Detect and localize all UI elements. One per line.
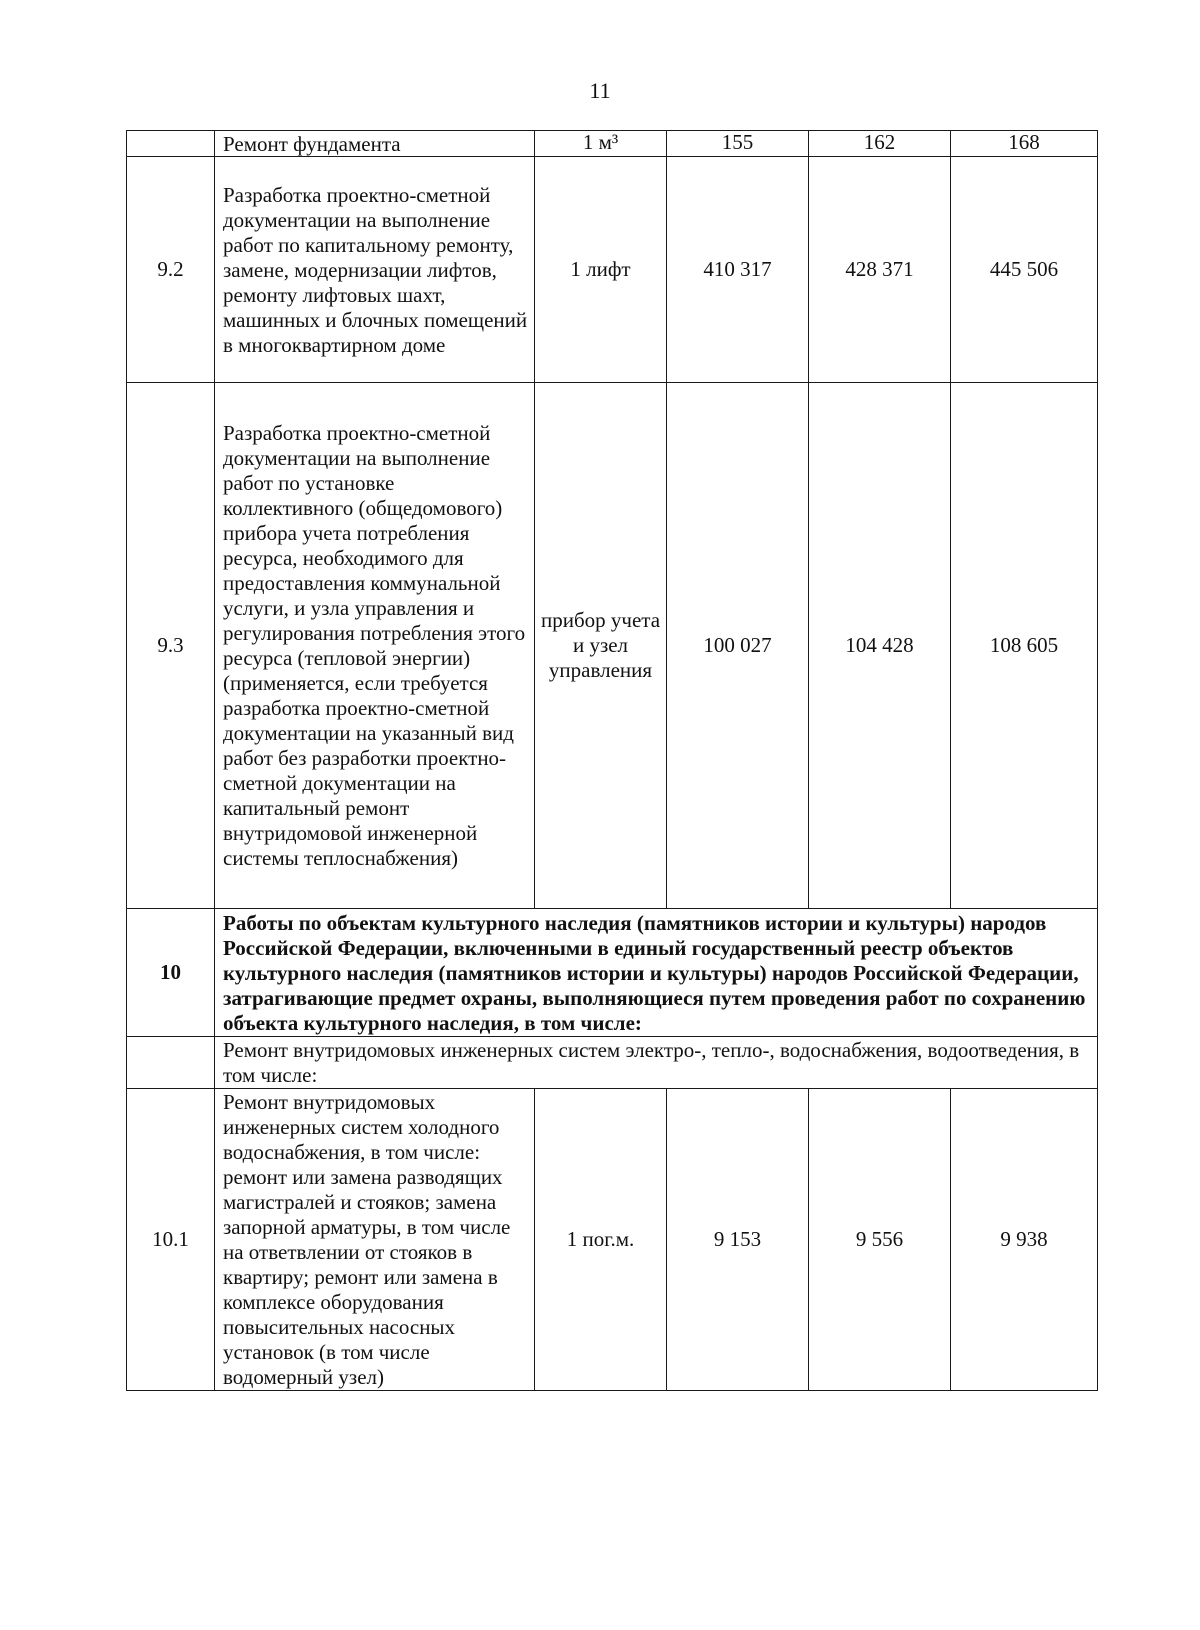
row-value-1: 9 153 [667,1089,809,1391]
row-value-1: 100 027 [667,383,809,909]
row-value-1: 410 317 [667,157,809,383]
row-unit: 1 пог.м. [535,1089,667,1391]
row-unit: 1 м³ [535,131,667,157]
row-description: Разработка проектно-сметной документации на выполнение работ по капитальному ремонту, замене, модернизации лифтов, ремонту лифтовых шахт, машинных и блочных помещений в многоквартирном доме [215,157,535,383]
rates-table [126,130,1098,1391]
row-number [127,131,215,157]
table-row-foundation [127,131,1098,157]
row-value-2: 104 428 [809,383,951,909]
row-value-1: 155 [667,131,809,157]
subsection-number [127,1037,215,1089]
row-description: Ремонт внутридомовых инженерных систем холодного водоснабжения, в том числе: ремонт или замена разводящих магистралей и стояков; замена запорной арматуры, в том числе на ответвлении от стояков в квартиру; ремонт или замена в комплексе оборудования повысительных насосных установок (в том числе водомерный узел) [215,1089,535,1391]
row-value-2: 428 371 [809,157,951,383]
table-row-9-2 [127,157,1098,383]
page-number: 11 [589,78,611,103]
row-number: 10.1 [127,1089,215,1391]
row-value-2: 9 556 [809,1089,951,1391]
table-row-subsection [127,1037,1098,1089]
section-title: Работы по объектам культурного наследия (памятников истории и культуры) народов Российской Федерации, включенными в единый государственный реестр объектов культурного наследия (памятников истории и культуры) народов Российской Федерации, затрагивающие предмет охраны, выполняющиеся путем проведения работ по сохранению объекта культурного наследия, в том числе: [215,909,1098,1037]
table-row-section-10 [127,909,1098,1037]
row-unit: 1 лифт [535,157,667,383]
row-value-2: 162 [809,131,951,157]
table-row-9-3 [127,383,1098,909]
row-unit: прибор учета и узел управления [535,383,667,909]
row-description: Разработка проектно-сметной документации на выполнение работ по установке коллективного (общедомового) прибора учета потребления ресурса, необходимого для предоставления коммунальной услуги, и узла управления и регулирования потребления этого ресурса (тепловой энергии) (применяется, если требуется разработка проектно-сметной документации на указанный вид работ без разработки проектно-сметной документации на капитальный ремонт внутридомовой инженерной системы теплоснабжения) [215,383,535,909]
row-description: Ремонт фундамента [215,131,535,157]
row-value-3: 9 938 [951,1089,1098,1391]
table-row-10-1 [127,1089,1098,1391]
subsection-title: Ремонт внутридомовых инженерных систем электро-, тепло-, водоснабжения, водоотведения, в том числе: [215,1037,1098,1089]
row-value-3: 108 605 [951,383,1098,909]
row-number: 9.2 [127,157,215,383]
row-value-3: 168 [951,131,1098,157]
section-number: 10 [127,909,215,1037]
row-value-3: 445 506 [951,157,1098,383]
row-number: 9.3 [127,383,215,909]
